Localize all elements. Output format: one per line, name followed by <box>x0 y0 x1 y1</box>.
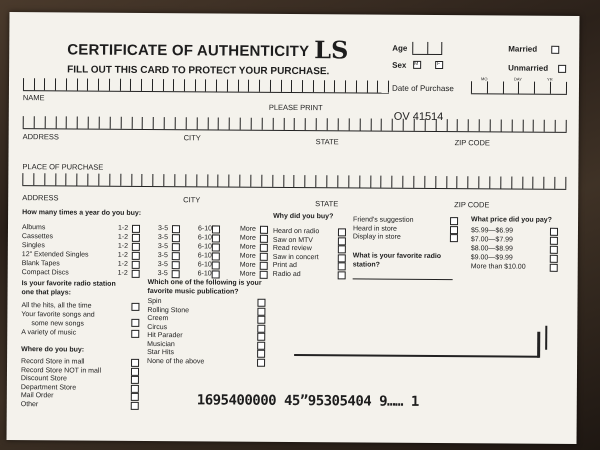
radio-plays-checkbox[interactable] <box>131 319 139 327</box>
price-item: $5.99—$6.99 <box>470 227 514 235</box>
buy-times-option-label: 3-5 <box>157 261 168 269</box>
unmarried-checkbox[interactable] <box>558 65 566 73</box>
buy-times-checkbox[interactable] <box>172 270 180 278</box>
state-label: STATE <box>315 137 339 147</box>
where-buy-item: Mail Order <box>20 392 54 400</box>
buy-times-checkbox[interactable] <box>260 271 268 279</box>
buy-times-option-label: 6-10 <box>197 234 212 242</box>
publication-item: Hit Parader <box>147 331 183 340</box>
why-buy-checkbox[interactable] <box>450 226 458 234</box>
buy-times-option-label: More <box>239 234 256 242</box>
why-buy-heading: Why did you buy? <box>273 212 334 221</box>
where-buy-checkbox[interactable] <box>131 367 139 375</box>
buy-times-checkbox[interactable] <box>132 252 140 260</box>
age-field[interactable] <box>412 42 442 55</box>
why-buy-checkbox[interactable] <box>450 234 458 242</box>
why-buy-item: Radio ad <box>272 270 301 278</box>
buy-times-item: Singles <box>21 242 45 250</box>
publication-checkbox[interactable] <box>257 324 265 332</box>
where-buy-item: Discount Store <box>20 375 67 383</box>
where-buy-checkbox[interactable] <box>131 359 139 367</box>
publication-checkbox[interactable] <box>257 316 265 324</box>
buy-times-checkbox[interactable] <box>172 243 180 251</box>
where-buy-heading: Where do you buy: <box>21 346 85 354</box>
sex-m-label: M <box>414 60 419 67</box>
radio-plays-heading-1: Is your favorite radio station <box>21 280 116 288</box>
buy-times-option-label: 3-5 <box>157 234 169 242</box>
date-day-label: DAY <box>514 76 523 82</box>
publication-checkbox[interactable] <box>257 358 265 366</box>
buy-times-option-label: More <box>239 243 256 251</box>
city2-label: CITY <box>183 195 201 205</box>
buy-times-option-label: More <box>239 252 256 260</box>
name-label: NAME <box>22 93 45 103</box>
buy-times-option-label: 6-10 <box>197 243 212 251</box>
why-buy-checkbox[interactable] <box>338 254 346 262</box>
publication-item: Circus <box>147 323 168 331</box>
publication-checkbox[interactable] <box>257 299 265 307</box>
place-of-purchase-field[interactable] <box>22 173 566 190</box>
radio-plays-heading-2: one that plays: <box>21 289 71 297</box>
publication-item: Star Hits <box>147 348 174 357</box>
why-buy-item: Display in store <box>352 233 401 241</box>
why-buy-item: Friend's suggestion <box>353 216 414 224</box>
buy-times-checkbox[interactable] <box>212 270 220 278</box>
radio-plays-item: some new songs <box>31 320 84 328</box>
why-buy-item: Heard in store <box>352 224 397 233</box>
radio-question-line2: station? <box>352 261 381 269</box>
age-label: Age <box>392 43 408 53</box>
buy-times-item: 12" Extended Singles <box>21 251 89 259</box>
radio-plays-item: All the hits, all the time <box>21 302 92 310</box>
buy-times-checkbox[interactable] <box>132 234 140 242</box>
price-checkbox[interactable] <box>550 237 558 245</box>
why-buy-checkbox[interactable] <box>450 217 458 225</box>
why-buy-item: Read review <box>272 244 312 253</box>
buy-times-checkbox[interactable] <box>212 225 220 233</box>
barcode-number: 1695400000 45”95305404 9…… 1 <box>196 392 419 410</box>
card-subtitle: FILL OUT THIS CARD TO PROTECT YOUR PURCHASE. <box>67 64 330 78</box>
unmarried-label: Unmarried <box>508 63 549 73</box>
address2-label: ADDRESS <box>22 193 59 203</box>
radio-plays-item: Your favorite songs and <box>21 311 95 319</box>
buy-times-checkbox[interactable] <box>212 261 220 269</box>
married-label: Married <box>508 44 538 54</box>
address-field[interactable] <box>23 116 567 133</box>
buy-times-checkbox[interactable] <box>132 225 140 233</box>
price-heading: What price did you pay? <box>471 216 552 224</box>
serial-number: OV 41514 <box>393 110 444 124</box>
sex-label: Sex <box>392 60 407 70</box>
why-buy-item: Saw in concert <box>272 253 319 261</box>
buy-times-option-label: 1-2 <box>117 269 128 277</box>
buy-times-option-label: More <box>239 225 256 233</box>
why-buy-checkbox[interactable] <box>338 245 346 253</box>
buy-times-checkbox[interactable] <box>132 270 140 278</box>
why-buy-item: Saw on MTV <box>272 236 314 244</box>
publication-checkbox[interactable] <box>257 307 265 315</box>
buy-times-option-label: 1-2 <box>117 251 128 259</box>
price-checkbox[interactable] <box>550 228 558 236</box>
price-item: $8.00—$8.99 <box>470 245 513 253</box>
buy-times-option-label: More <box>239 270 256 278</box>
buy-times-item: Cassettes <box>21 233 54 241</box>
card-title: CERTIFICATE OF AUTHENTICITY <box>67 41 310 61</box>
why-buy-item: Heard on radio <box>272 227 320 236</box>
date-yr-label: YR <box>547 76 553 82</box>
why-buy-checkbox[interactable] <box>338 228 346 236</box>
where-buy-item: Department Store <box>20 383 77 391</box>
radio-question-line1: What is your favorite radio <box>352 252 442 261</box>
buy-times-option-label: 1-2 <box>117 224 129 232</box>
date-of-purchase-label: Date of Purchase <box>391 83 454 94</box>
buy-times-heading: How many times a year do you buy: <box>22 209 142 217</box>
buy-times-checkbox[interactable] <box>172 234 180 242</box>
name-field[interactable] <box>23 78 389 94</box>
buy-times-item: Blank Tapes <box>21 260 60 268</box>
married-checkbox[interactable] <box>551 46 559 54</box>
registration-card <box>7 12 580 444</box>
where-buy-item: Other <box>20 400 39 408</box>
why-buy-item: Print ad <box>272 261 297 270</box>
buy-times-checkbox[interactable] <box>260 253 268 261</box>
buy-times-checkbox[interactable] <box>172 225 180 233</box>
buy-times-option-label: 6-10 <box>197 261 212 269</box>
publication-item: None of the above <box>147 357 205 365</box>
price-checkbox[interactable] <box>550 255 558 263</box>
where-buy-checkbox[interactable] <box>131 393 139 401</box>
buy-times-checkbox[interactable] <box>212 243 220 251</box>
state2-label: STATE <box>315 199 339 209</box>
price-item: $7.00—$7.99 <box>470 236 513 244</box>
buy-times-option-label: 1-2 <box>117 260 128 268</box>
buy-times-option-label: 1-2 <box>117 233 129 241</box>
buy-times-checkbox[interactable] <box>260 226 268 234</box>
buy-times-checkbox[interactable] <box>212 252 220 260</box>
radio-station-field[interactable] <box>353 278 453 280</box>
zip-label: ZIP CODE <box>454 138 490 148</box>
publication-item: Musician <box>147 340 175 348</box>
buy-times-item: Albums <box>21 224 46 232</box>
buy-times-checkbox[interactable] <box>260 262 268 270</box>
price-checkbox[interactable] <box>550 246 558 254</box>
sex-f-label: F <box>437 61 441 68</box>
where-buy-item: Record Store in mall <box>21 358 85 366</box>
where-buy-checkbox[interactable] <box>131 384 139 392</box>
signature-bracket <box>537 332 540 358</box>
buy-times-option-label: 3-5 <box>157 225 169 233</box>
brand-logo: LS <box>314 35 349 65</box>
where-buy-checkbox[interactable] <box>131 401 139 409</box>
publication-item: Spin <box>147 297 162 306</box>
buy-times-item: Compact Discs <box>21 269 69 277</box>
price-item: More than $10.00 <box>470 263 526 271</box>
publication-item: Rolling Stone <box>147 306 190 314</box>
buy-times-checkbox[interactable] <box>132 261 140 269</box>
publication-checkbox[interactable] <box>257 350 265 358</box>
price-checkbox[interactable] <box>550 264 558 272</box>
publication-heading-1: Which one of the following is your <box>147 278 262 287</box>
zip2-label: ZIP CODE <box>454 200 490 210</box>
buy-times-option-label: 6-10 <box>197 270 212 278</box>
why-buy-checkbox[interactable] <box>338 262 346 270</box>
buy-times-option-label: 6-10 <box>197 252 212 260</box>
place-of-purchase-label: PLACE OF PURCHASE <box>22 162 104 172</box>
why-buy-checkbox[interactable] <box>338 237 346 245</box>
buy-times-checkbox[interactable] <box>260 235 268 243</box>
radio-plays-checkbox[interactable] <box>131 303 139 311</box>
buy-times-option-label: 3-5 <box>157 243 169 251</box>
radio-plays-checkbox[interactable] <box>131 330 139 338</box>
date-of-purchase-field[interactable] <box>471 81 567 95</box>
buy-times-option-label: 1-2 <box>117 242 129 250</box>
please-print-label: PLEASE PRINT <box>268 102 323 113</box>
buy-times-checkbox[interactable] <box>260 244 268 252</box>
signature-line[interactable] <box>294 354 539 358</box>
why-buy-checkbox[interactable] <box>338 271 346 279</box>
buy-times-option-label: 3-5 <box>157 270 168 278</box>
publication-checkbox[interactable] <box>257 333 265 341</box>
buy-times-checkbox[interactable] <box>172 252 180 260</box>
buy-times-option-label: 6-10 <box>197 225 213 233</box>
price-item: $9.00—$9.99 <box>470 254 513 262</box>
buy-times-checkbox[interactable] <box>212 234 220 242</box>
where-buy-item: Record Store NOT in mall <box>20 366 102 375</box>
buy-times-option-label: 3-5 <box>157 252 168 260</box>
radio-plays-item: A variety of music <box>21 329 77 337</box>
address-label: ADDRESS <box>22 132 59 142</box>
city-label: CITY <box>183 133 201 143</box>
publication-heading-2: favorite music publication? <box>147 287 239 296</box>
buy-times-option-label: More <box>239 261 256 269</box>
buy-times-checkbox[interactable] <box>172 261 180 269</box>
where-buy-checkbox[interactable] <box>131 376 139 384</box>
publication-checkbox[interactable] <box>257 341 265 349</box>
signature-bracket-right <box>545 326 547 350</box>
buy-times-checkbox[interactable] <box>132 243 140 251</box>
publication-item: Creem <box>147 314 169 323</box>
date-mo-label: MO <box>481 76 488 82</box>
